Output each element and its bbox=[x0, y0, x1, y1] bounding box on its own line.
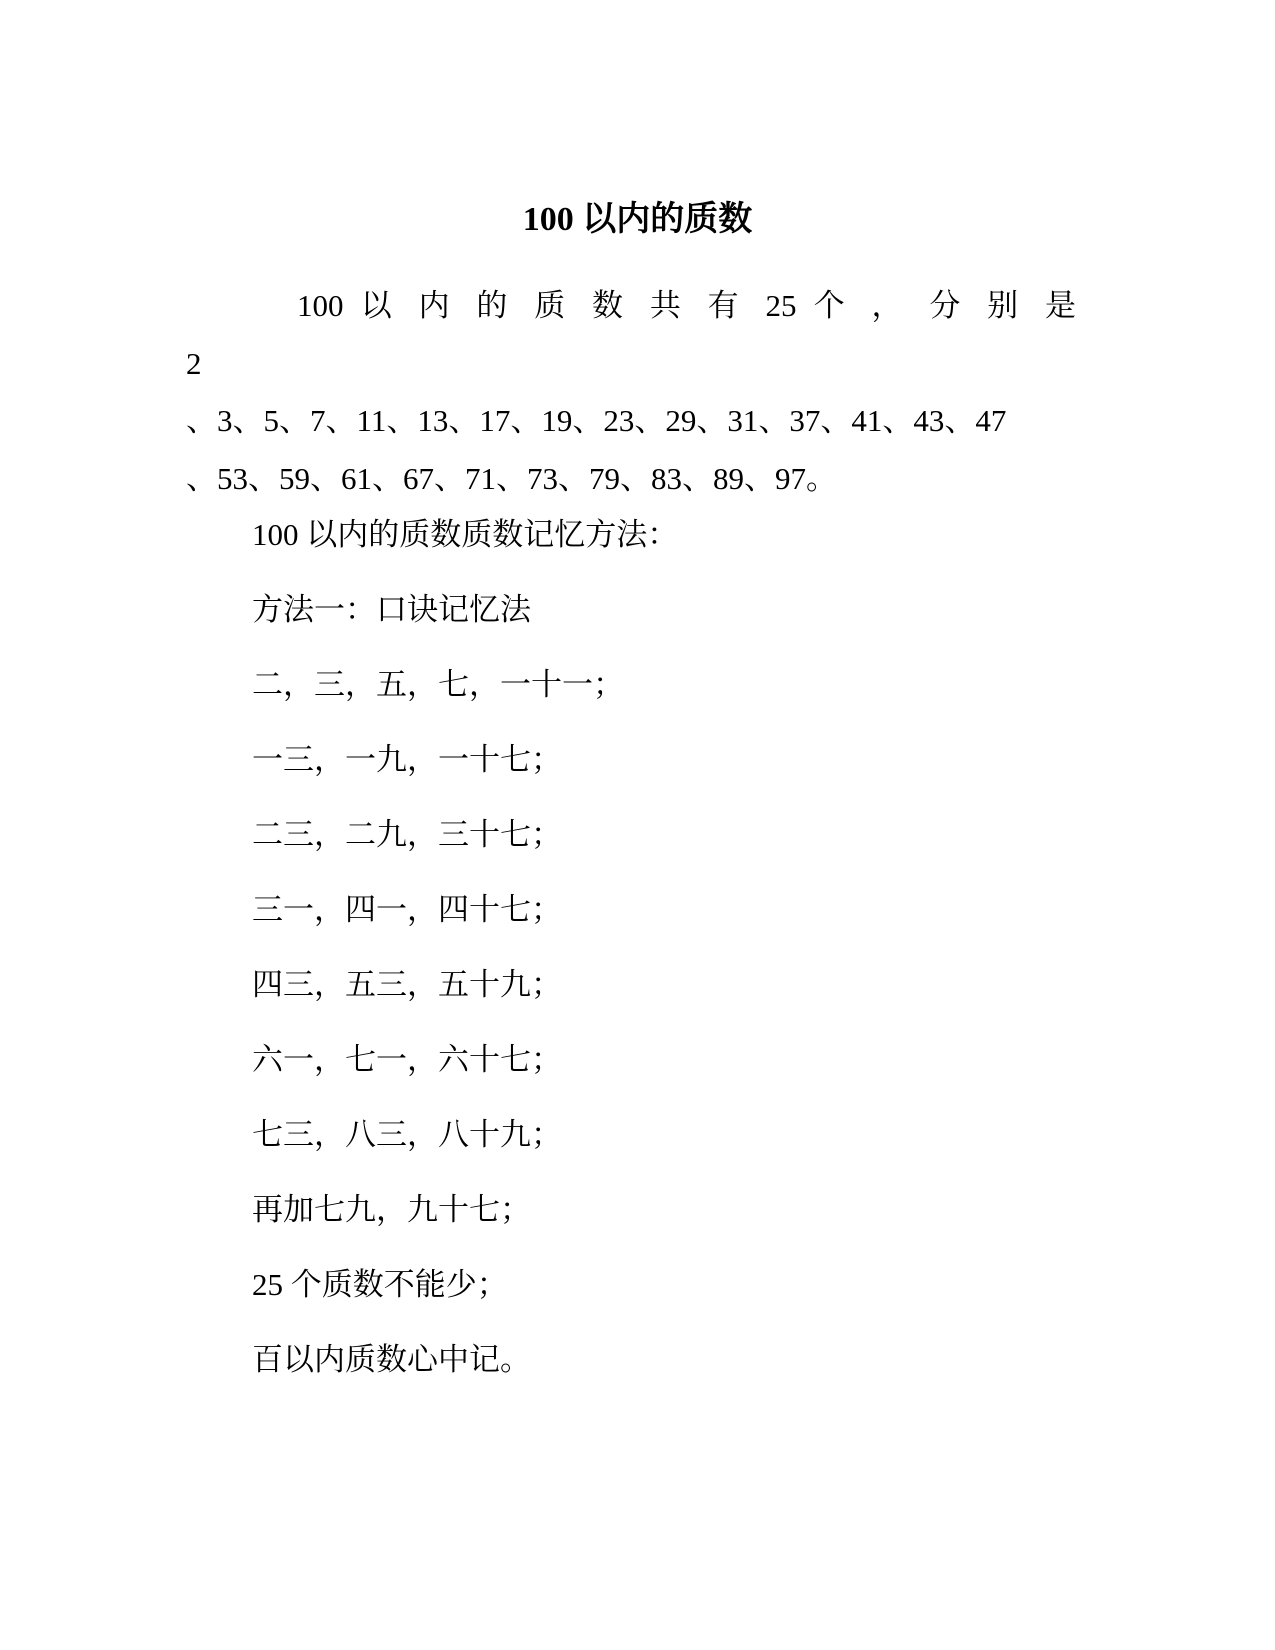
mnemonic-line: 百以内质数心中记。 bbox=[252, 1342, 531, 1377]
mnemonic-line: 一三，一九，一十七； bbox=[252, 742, 562, 777]
mnemonic-line: 七三，八三，八十九； bbox=[252, 1117, 562, 1152]
document-title: 100 以内的质数 bbox=[522, 201, 753, 238]
mnemonic-line: 二，三，五，七，一十一； bbox=[252, 667, 624, 702]
mnemonic-line: 二三，二九，三十七； bbox=[252, 817, 562, 852]
mnemonic-line: 六一，七一，六十七； bbox=[252, 1042, 562, 1077]
mnemonic-line: 三一，四一，四十七； bbox=[252, 892, 562, 927]
method-one-heading: 方法一：口诀记忆法 bbox=[252, 592, 531, 627]
mnemonic-line: 四三，五三，五十九； bbox=[252, 967, 562, 1002]
mnemonic-line: 25 个质数不能少； bbox=[252, 1267, 508, 1302]
intro-line-2: 2 bbox=[186, 346, 202, 381]
memory-method-heading: 100 以内的质数质数记忆方法： bbox=[252, 517, 679, 552]
mnemonic-line: 再加七九，九十七； bbox=[252, 1192, 531, 1227]
intro-line-4: 、53、59、61、67、71、73、79、83、89、97。 bbox=[186, 461, 837, 496]
intro-line-1: 100 以 内 的 质 数 共 有 25 个 ， 分 别 是 bbox=[297, 288, 1076, 323]
intro-line-3: 、3、5、7、11、13、17、19、23、29、31、37、41、43、47 bbox=[186, 403, 1007, 438]
